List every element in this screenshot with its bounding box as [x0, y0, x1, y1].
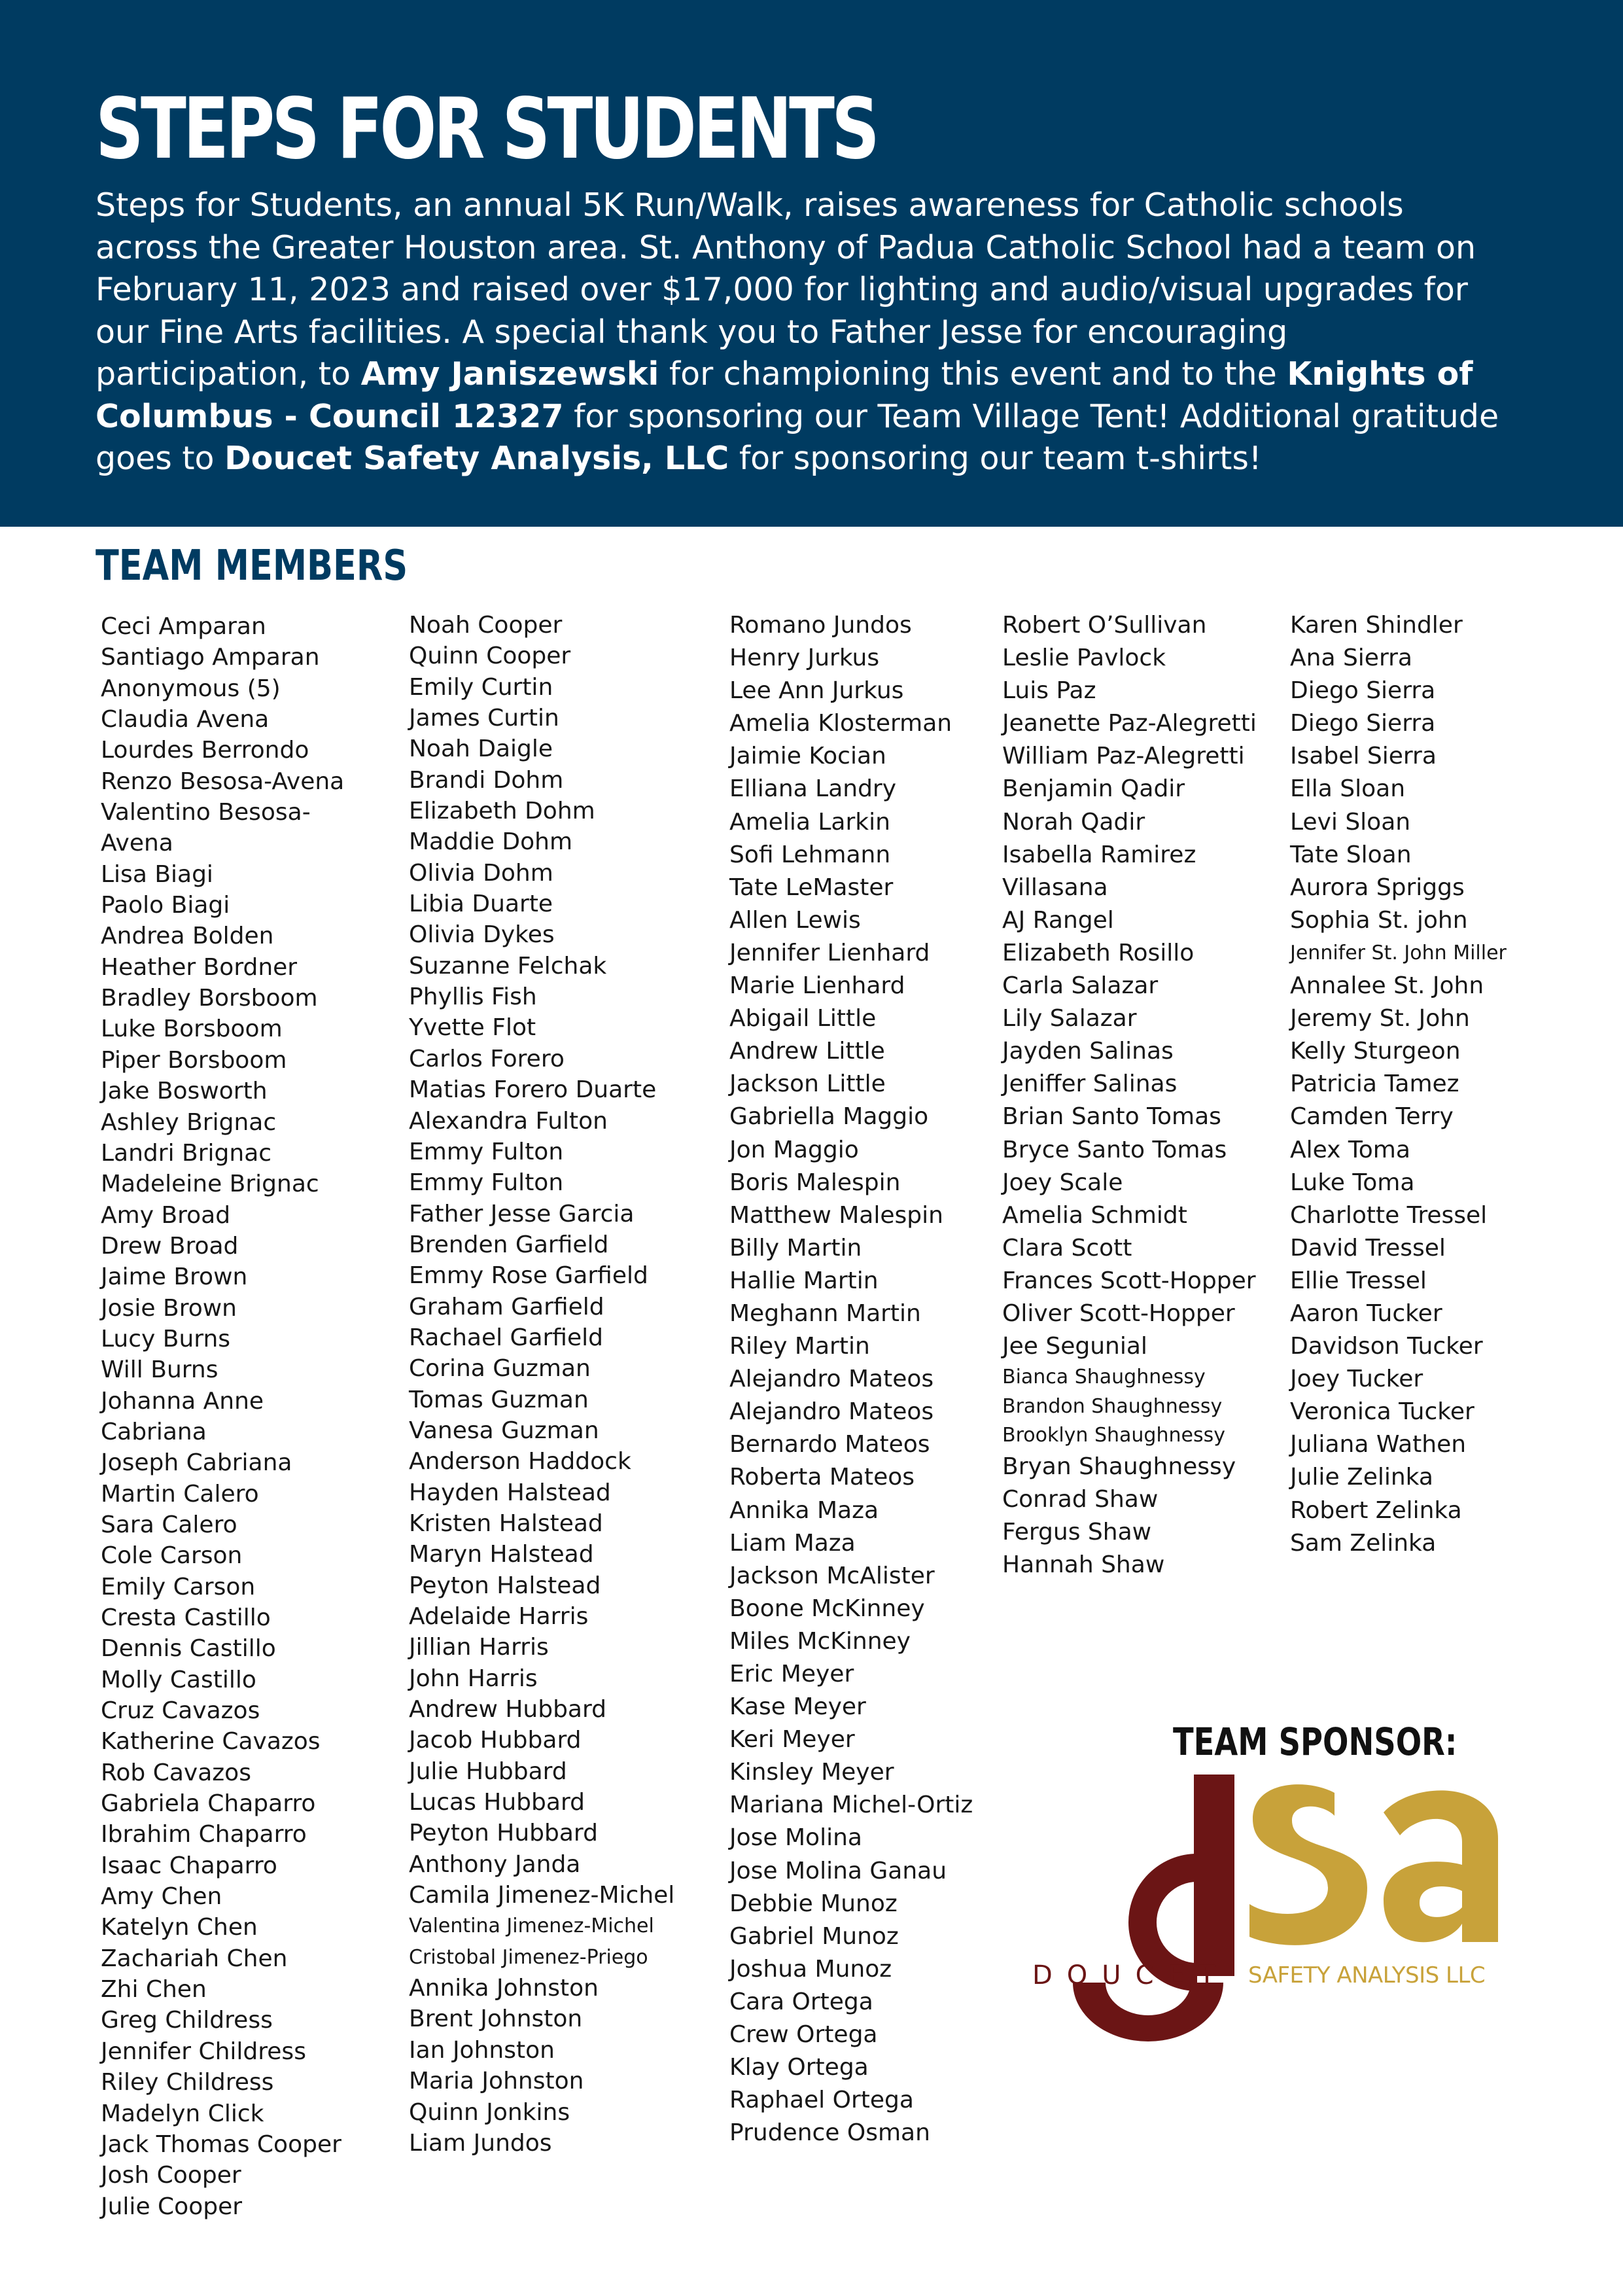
member-name: Gabriella Maggio — [729, 1103, 929, 1131]
logo-text-safety-analysis: SAFETY ANALYSIS LLC — [1248, 1962, 1486, 1988]
member-name: Jon Maggio — [729, 1136, 859, 1163]
member-name: Brooklyn Shaughnessy — [1002, 1424, 1225, 1447]
member-name: Anderson Haddock — [409, 1448, 631, 1475]
member-name: Ibrahim Chaparro — [101, 1821, 307, 1848]
member-name: Matthew Malespin — [729, 1201, 943, 1229]
member-name: Suzanne Felchak — [409, 952, 607, 980]
member-name: Libia Duarte — [409, 891, 553, 918]
member-name: Alejandro Mateos — [729, 1366, 934, 1393]
member-name: Aaron Tucker — [1290, 1299, 1442, 1327]
member-name: Boone McKinney — [729, 1595, 925, 1622]
member-name: Gabriela Chaparro — [101, 1790, 316, 1818]
member-name: Bryce Santo Tomas — [1002, 1136, 1227, 1163]
header-banner — [0, 0, 1623, 527]
member-name: Josie Brown — [101, 1294, 237, 1322]
member-name: Sam Zelinka — [1290, 1529, 1437, 1557]
member-name: Ellie Tressel — [1290, 1267, 1427, 1294]
member-name: Boris Malespin — [729, 1169, 901, 1196]
member-name: Jeanette Paz-Alegretti — [1002, 710, 1257, 737]
member-name: Brian Santo Tomas — [1002, 1103, 1221, 1131]
member-name: Benjamin Qadir — [1002, 775, 1185, 803]
member-name: Clara Scott — [1002, 1234, 1132, 1262]
member-name: Roberta Mateos — [729, 1464, 915, 1491]
member-name: Elizabeth Dohm — [409, 798, 595, 825]
member-name: Peyton Hubbard — [409, 1820, 598, 1847]
member-name: Isaac Chaparro — [101, 1852, 277, 1879]
member-name: Liam Maza — [729, 1529, 856, 1557]
member-name: Meghann Martin — [729, 1299, 921, 1327]
member-name: Miles McKinney — [729, 1627, 911, 1655]
member-name: Diego Sierra — [1290, 710, 1436, 737]
member-name: Oliver Scott-Hopper — [1002, 1299, 1235, 1327]
member-name: Bianca Shaughnessy — [1002, 1366, 1206, 1389]
member-name: Jacob Hubbard — [409, 1727, 582, 1754]
logo-ring — [1073, 1983, 1223, 2041]
member-name: Leslie Pavlock — [1002, 645, 1166, 672]
intro-paragraph — [96, 185, 1502, 480]
member-name: Joshua Munoz — [729, 1955, 892, 1983]
member-name: Tate Sloan — [1290, 841, 1412, 868]
member-name: Elliana Landry — [729, 775, 897, 803]
member-name: Jaimie Kocian — [729, 743, 886, 770]
member-name: Matias Forero Duarte — [409, 1076, 657, 1104]
member-name: Allen Lewis — [729, 906, 861, 934]
member-name: Julie Cooper — [101, 2193, 243, 2220]
member-name: Mariana Michel-Ortiz — [729, 1792, 973, 1819]
member-name: Carlos Forero — [409, 1045, 565, 1072]
intro-name-doucet: Doucet Safety Analysis, LLC — [224, 440, 729, 477]
member-name: Zhi Chen — [101, 1976, 207, 2004]
logo-letter-a — [1384, 1790, 1498, 1942]
member-name: Robert Zelinka — [1290, 1496, 1462, 1524]
member-name: Abigail Little — [729, 1005, 877, 1033]
member-name: Bernardo Mateos — [729, 1431, 930, 1458]
member-name: Cruz Cavazos — [101, 1697, 260, 1725]
member-name: Vanesa Guzman — [409, 1417, 599, 1444]
member-name: Patricia Tamez — [1290, 1070, 1459, 1098]
member-name: Hayden Halstead — [409, 1479, 611, 1506]
member-name: Levi Sloan — [1290, 808, 1411, 836]
members-column-1 — [101, 611, 344, 2222]
member-name: William Paz-Alegretti — [1002, 743, 1245, 770]
intro-text-1: Steps for Students, an annual 5K Run/Walk, raises awareness for Catholic schools across the Greater Houston area. St. Anthony of Padua Catholic School had a team on February 11, 2023 and raised over $17,000 for lighting and audio/visual upgrades for our Fine Arts facilities. A special thank you to Father Jesse for encouraging participation, to — [96, 186, 1476, 393]
member-name: Isabella Ramirez — [1002, 841, 1196, 868]
member-name: Annalee St. John — [1290, 972, 1484, 1000]
dsa-logo — [1027, 1767, 1550, 2061]
member-name: Amelia Schmidt — [1002, 1201, 1187, 1229]
member-name: Brenden Garfield — [409, 1231, 609, 1258]
member-name: Rachael Garfield — [409, 1324, 603, 1351]
member-name: Andrew Little — [729, 1038, 885, 1065]
member-name: Brandi Dohm — [409, 766, 564, 794]
member-name: Father Jesse Garcia — [409, 1200, 635, 1227]
member-name: Landri Brignac — [101, 1139, 272, 1167]
member-name: Ella Sloan — [1290, 775, 1406, 803]
member-name: Cabriana — [101, 1418, 207, 1445]
member-name: Cole Carson — [101, 1542, 243, 1570]
member-name: Emmy Fulton — [409, 1169, 564, 1197]
member-name: Klay Ortega — [729, 2054, 869, 2081]
member-name: Norah Qadir — [1002, 808, 1145, 836]
logo-text-doucet: DOUCET — [1032, 1960, 1230, 1990]
member-name: Jee Segunial — [1002, 1333, 1147, 1360]
member-name: Johanna Anne — [101, 1387, 264, 1415]
member-name: Lisa Biagi — [101, 860, 213, 888]
member-name: Piper Borsboom — [101, 1046, 287, 1074]
member-name: Peyton Halstead — [409, 1572, 601, 1599]
member-name: Ashley Brignac — [101, 1108, 277, 1136]
team-members-heading: TEAM MEMBERS — [96, 542, 408, 590]
member-name: Luke Toma — [1290, 1169, 1415, 1196]
member-name: Santiago Amparan — [101, 644, 320, 671]
member-name: Tate LeMaster — [729, 874, 894, 901]
member-name: Veronica Tucker — [1290, 1398, 1475, 1426]
member-name: Brent Johnston — [409, 2005, 583, 2033]
member-name: Julie Hubbard — [409, 1757, 567, 1785]
member-name: Anthony Janda — [409, 1850, 581, 1878]
member-name: Lee Ann Jurkus — [729, 677, 904, 705]
member-name: Maddie Dohm — [409, 828, 573, 856]
member-name: Quinn Cooper — [409, 643, 571, 670]
member-name: Prudence Osman — [729, 2119, 930, 2147]
member-name: Molly Castillo — [101, 1666, 256, 1693]
member-name: Phyllis Fish — [409, 983, 537, 1011]
member-name: Andrea Bolden — [101, 923, 274, 950]
member-name: Amelia Larkin — [729, 808, 890, 836]
member-name: Jennifer St. John Miller — [1290, 941, 1507, 964]
member-name: Adelaide Harris — [409, 1603, 589, 1630]
member-name: Karen Shindler — [1290, 612, 1463, 639]
member-name: Juliana Wathen — [1290, 1431, 1467, 1458]
member-name: Martin Calero — [101, 1480, 259, 1508]
member-name: Amy Chen — [101, 1883, 222, 1911]
member-name: Corina Guzman — [409, 1355, 591, 1383]
member-name: Brandon Shaughnessy — [1002, 1394, 1223, 1418]
member-name: Alejandro Mateos — [729, 1398, 934, 1426]
member-name: Jackson McAlister — [729, 1562, 935, 1589]
member-name: Sofi Lehmann — [729, 841, 891, 868]
member-name: Cristobal Jimenez-Priego — [409, 1945, 648, 1969]
member-name: Anonymous (5) — [101, 675, 281, 702]
member-name: Isabel Sierra — [1290, 743, 1437, 770]
member-name: Amelia Klosterman — [729, 710, 952, 737]
member-name: Jackson Little — [729, 1070, 886, 1098]
intro-text-2: for championing this event and to the — [659, 355, 1287, 393]
member-name: Jaime Brown — [101, 1263, 248, 1291]
member-name: Olivia Dohm — [409, 859, 553, 887]
member-name: Joey Scale — [1002, 1169, 1123, 1196]
intro-name-knights: Knights of Columbus - Council 12327 — [96, 355, 1473, 435]
member-name: Kelly Sturgeon — [1290, 1038, 1461, 1065]
member-name: Conrad Shaw — [1002, 1485, 1159, 1513]
member-name: Drew Broad — [101, 1232, 239, 1260]
member-name: Emmy Rose Garfield — [409, 1262, 648, 1290]
member-name: Madelyn Click — [101, 2100, 264, 2127]
member-name: Billy Martin — [729, 1234, 862, 1262]
member-name: James Curtin — [409, 705, 559, 732]
member-name: Olivia Dykes — [409, 921, 555, 949]
member-name: Joseph Cabriana — [101, 1449, 292, 1477]
member-name: Liam Jundos — [409, 2129, 552, 2157]
member-name: Kinsley Meyer — [729, 1759, 894, 1786]
member-name: Jeniffer Salinas — [1002, 1070, 1178, 1098]
member-name: Camden Terry — [1290, 1103, 1454, 1131]
member-name: Jake Bosworth — [101, 1078, 268, 1105]
member-name: Zachariah Chen — [101, 1945, 288, 1972]
member-name: Sara Calero — [101, 1511, 237, 1538]
member-name: Josh Cooper — [101, 2162, 241, 2189]
member-name: Dennis Castillo — [101, 1635, 276, 1663]
member-name: Maria Johnston — [409, 2068, 584, 2095]
member-name: Katelyn Chen — [101, 1914, 258, 1941]
logo-letter-d-stem — [1194, 1775, 1234, 1976]
member-name: John Harris — [409, 1665, 538, 1692]
member-name: Romano Jundos — [729, 612, 912, 639]
members-column-2 — [409, 610, 674, 2159]
member-name: Kristen Halstead — [409, 1510, 603, 1537]
member-name: Henry Jurkus — [729, 645, 880, 672]
member-name: Keri Meyer — [729, 1726, 855, 1754]
member-name: Julie Zelinka — [1290, 1464, 1433, 1491]
member-name: Alex Toma — [1290, 1136, 1410, 1163]
member-name: Raphael Ortega — [729, 2087, 914, 2114]
intro-text-4: for sponsoring our team t-shirts! — [729, 440, 1262, 477]
member-name: Crew Ortega — [729, 2021, 878, 2049]
member-name: Frances Scott-Hopper — [1002, 1267, 1256, 1294]
page-title: STEPS FOR STUDENTS — [96, 80, 877, 178]
member-name: AJ Rangel — [1002, 906, 1114, 934]
member-name: Hannah Shaw — [1002, 1551, 1165, 1578]
intro-text-3: for sponsoring our Team Village Tent! Additional gratitude goes to — [96, 397, 1499, 477]
member-name: Riley Childress — [101, 2069, 274, 2096]
member-name: Paolo Biagi — [101, 892, 230, 919]
member-name: Jose Molina Ganau — [729, 1857, 947, 1884]
member-name: Luke Borsboom — [101, 1016, 283, 1043]
member-name: Kase Meyer — [729, 1693, 866, 1721]
member-name: Noah Cooper — [409, 612, 563, 639]
member-name: Lucas Hubbard — [409, 1789, 585, 1816]
member-name: Jennifer Childress — [101, 2038, 306, 2065]
member-name: Luis Paz — [1002, 677, 1096, 705]
member-name: Riley Martin — [729, 1333, 870, 1360]
member-name: Lily Salazar — [1002, 1005, 1137, 1033]
member-name: Ceci Amparan — [101, 613, 266, 640]
member-name: Jillian Harris — [409, 1634, 549, 1661]
member-name: Gabriel Munoz — [729, 1922, 899, 1950]
intro-name-amy: Amy Janiszewski — [360, 355, 659, 393]
member-name: Greg Childress — [101, 2007, 273, 2034]
member-name: Heather Bordner — [101, 953, 298, 981]
member-name: Lucy Burns — [101, 1325, 231, 1352]
member-name: Quinn Jonkins — [409, 2098, 570, 2126]
member-name: Bryan Shaughnessy — [1002, 1453, 1236, 1480]
member-name: Jeremy St. John — [1290, 1005, 1470, 1033]
member-name: Graham Garfield — [409, 1293, 604, 1320]
member-name: Andrew Hubbard — [409, 1696, 607, 1723]
member-name: Villasana — [1002, 874, 1108, 901]
member-name: Diego Sierra — [1290, 677, 1436, 705]
member-name: Alexandra Fulton — [409, 1107, 608, 1135]
member-name: Valentina Jimenez-Michel — [409, 1915, 654, 1938]
member-name: Carla Salazar — [1002, 972, 1159, 1000]
member-name: Ana Sierra — [1290, 645, 1412, 672]
logo-letter-s — [1249, 1784, 1367, 1945]
member-name: Eric Meyer — [729, 1661, 854, 1687]
member-name: Elizabeth Rosillo — [1002, 939, 1195, 966]
member-name: Sophia St. john — [1290, 906, 1468, 934]
member-name: Davidson Tucker — [1290, 1333, 1483, 1360]
team-sponsor-label: TEAM SPONSOR: — [1173, 1720, 1457, 1764]
member-name: Tomas Guzman — [409, 1386, 589, 1413]
member-name: Ian Johnston — [409, 2036, 555, 2064]
member-name: Madeleine Brignac — [101, 1171, 319, 1198]
member-name: Valentino Besosa- — [101, 799, 311, 826]
member-name: Rob Cavazos — [101, 1759, 251, 1786]
member-name: Jennifer Lienhard — [729, 939, 930, 966]
member-name: Annika Maza — [729, 1496, 879, 1524]
member-name: Will Burns — [101, 1356, 218, 1384]
member-name: Hallie Martin — [729, 1267, 879, 1294]
member-name: Jayden Salinas — [1002, 1038, 1174, 1065]
member-name: Jose Molina — [729, 1824, 862, 1852]
member-name: Amy Broad — [101, 1201, 231, 1229]
member-name: Emmy Fulton — [409, 1138, 564, 1165]
member-name: Renzo Besosa-Avena — [101, 768, 345, 795]
member-name: Noah Daigle — [409, 735, 553, 763]
members-column-5 — [1290, 609, 1507, 1560]
member-name: Debbie Munoz — [729, 1890, 898, 1917]
member-name: Joey Tucker — [1290, 1366, 1423, 1393]
member-name: Fergus Shaw — [1002, 1518, 1152, 1545]
member-name: Cara Ortega — [729, 1988, 873, 2015]
member-name: Annika Johnston — [409, 1975, 599, 2002]
member-name: Avena — [101, 830, 173, 857]
member-name: Lourdes Berrondo — [101, 737, 309, 764]
member-name: Camila Jimenez-Michel — [409, 1882, 675, 1909]
member-name: Maryn Halstead — [409, 1541, 594, 1568]
member-name: Claudia Avena — [101, 706, 270, 733]
member-name: Yvette Flot — [409, 1014, 536, 1042]
members-column-4 — [1002, 609, 1257, 1581]
member-name: Emily Carson — [101, 1573, 256, 1600]
member-name: Jack Thomas Cooper — [101, 2130, 341, 2158]
member-name: Emily Curtin — [409, 673, 553, 701]
member-name: Charlotte Tressel — [1290, 1201, 1488, 1229]
member-name: Robert O’Sullivan — [1002, 612, 1207, 639]
member-name: David Tressel — [1290, 1234, 1446, 1262]
members-column-3 — [729, 609, 973, 2149]
member-name: Aurora Spriggs — [1290, 874, 1465, 901]
member-name: Katherine Cavazos — [101, 1728, 321, 1756]
member-name: Bradley Borsboom — [101, 985, 318, 1012]
member-name: Cresta Castillo — [101, 1604, 271, 1631]
member-name: Marie Lienhard — [729, 972, 905, 1000]
